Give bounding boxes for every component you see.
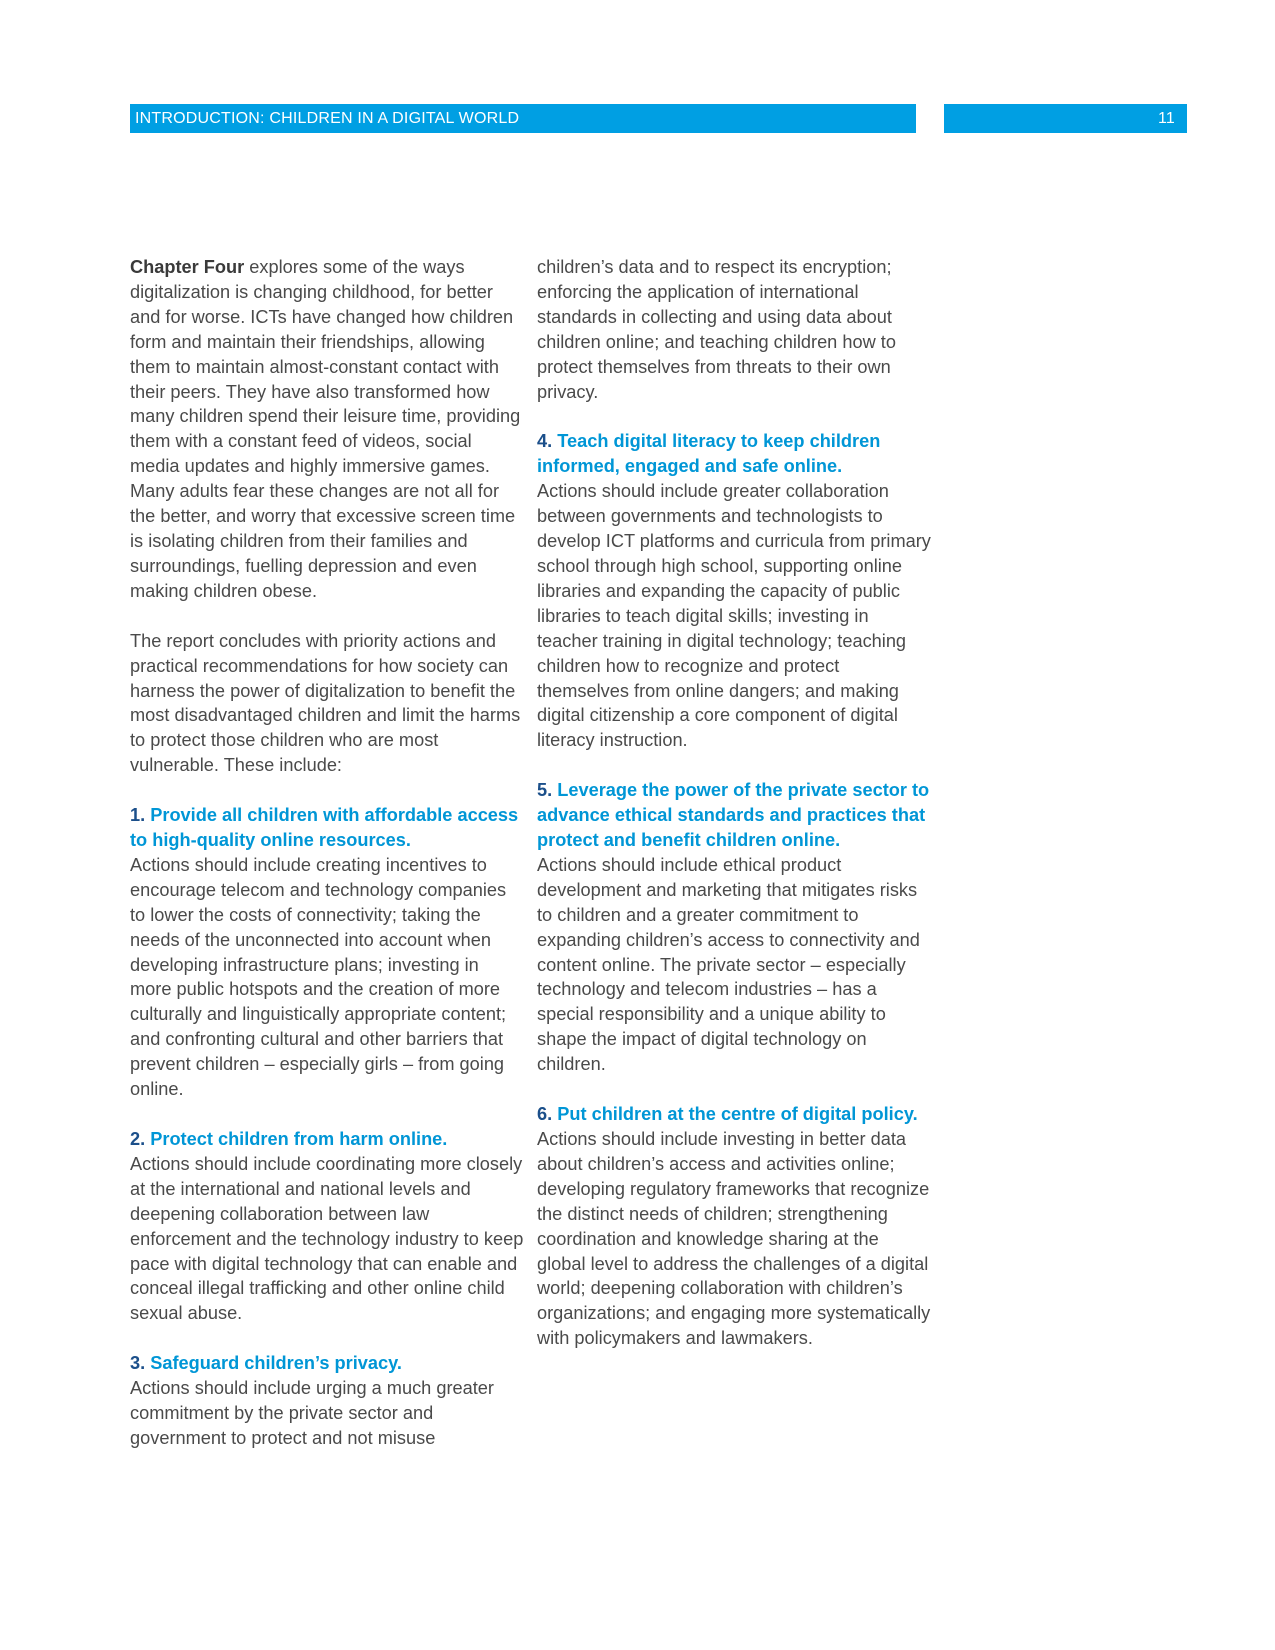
section-title: INTRODUCTION: CHILDREN IN A DIGITAL WORLD xyxy=(135,110,520,127)
recommendation-5-body: Actions should include ethical product development and marketing that mitigates risks to children and a greater commitment to expanding children’s access to connectivity and content online. The private sector – especially technology and telecom industries – has a special responsibility and a unique ability to shape the impact of digital technology on children. xyxy=(537,854,920,1075)
conclusion-paragraph: The report concludes with priority actions and practical recommendations for how society can harness the power of digitalization to benefit the most disadvantaged children and limit the harms to protect those children who are most vulnerable. These include: xyxy=(130,630,521,776)
chapter-lead: Chapter Four xyxy=(130,257,245,277)
section-header-bar xyxy=(130,104,916,133)
recommendation-number: 1. xyxy=(130,805,146,826)
recommendation-number: 6. xyxy=(537,1104,553,1125)
recommendation-1-body: Actions should include creating incentives to encourage telecom and technology companies to lower the costs of connectivity; taking the needs of the unconnected into account when developing infrastructure plans; investing in more public hotspots and the creation of more culturally and linguistically appropriate content; and confronting cultural and other barriers that prevent children – especially girls – from going online. xyxy=(130,854,507,1100)
page-number: 11 xyxy=(1157,110,1175,127)
recommendation-6-heading xyxy=(537,1102,932,1127)
recommendation-4-body: Actions should include greater collaboration between governments and technologists to develop ICT platforms and curricula from primary school through high school, supporting online libraries and expanding the capacity of public libraries to teach digital skills; investing in teacher training in digital technology; teaching children how to recognize and protect themselves from online dangers; and making digital citizenship a core component of digital literacy instruction. xyxy=(537,481,931,751)
right-column xyxy=(537,255,932,1351)
recommendation-3-body: Actions should include urging a much greater commitment by the private sector and government to protect and not misuse xyxy=(130,1378,494,1448)
intro-text: explores some of the ways digitalization is changing childhood, for better and for worse. ICTs have changed how children form and maintain their friendships, allowing them to maintain almost-constant contact with their peers. They have also transformed how many children spend their leisure time, providing them with a constant feed of videos, social media updates and highly immersive games. Many adults fear these changes are not all for the better, and worry that excessive screen time is isolating children from their families and surroundings, fuelling depression and even making children obese. xyxy=(130,257,521,601)
page-number-bar xyxy=(944,104,1187,133)
left-column xyxy=(130,255,525,1451)
recommendation-title: Put children at the centre of digital policy. xyxy=(557,1104,918,1125)
recommendation-number: 3. xyxy=(130,1353,146,1374)
recommendation-2-heading xyxy=(130,1127,525,1152)
intro-paragraph xyxy=(130,255,525,604)
recommendation-2-body: Actions should include coordinating more closely at the international and national levels and deepening collaboration between law enforcement and the technology industry to keep pace with digital technology that can enable and conceal illegal trafficking and other online child sexual abuse. xyxy=(130,1153,524,1324)
recommendation-number: 4. xyxy=(537,431,553,452)
recommendation-3-body-continued: children’s data and to respect its encryption; enforcing the application of international standards in collecting and using data about children online; and teaching children how to protect themselves from threats to their own privacy. xyxy=(537,257,896,402)
recommendation-title: Leverage the power of the private sector to advance ethical standards and practices that protect and benefit children online. xyxy=(537,780,930,851)
recommendation-4-heading xyxy=(537,429,932,479)
recommendation-5-heading xyxy=(537,778,932,853)
recommendation-title: Safeguard children’s privacy. xyxy=(150,1353,402,1374)
recommendation-number: 5. xyxy=(537,780,553,801)
recommendation-1-heading xyxy=(130,803,525,853)
recommendation-title: Protect children from harm online. xyxy=(150,1129,448,1149)
recommendation-3-heading xyxy=(130,1351,525,1376)
recommendation-6-body: Actions should include investing in better data about children’s access and activities online; developing regulatory frameworks that recognize the distinct needs of children; strengthening coordination and knowledge sharing at the global level to address the challenges of a digital world; deepening collaboration with children’s organizations; and engaging more systematically with policymakers and lawmakers. xyxy=(537,1129,931,1349)
recommendation-number: 2. xyxy=(130,1129,146,1149)
recommendation-title: Teach digital literacy to keep children informed, engaged and safe online. xyxy=(537,431,881,477)
recommendation-title: Provide all children with affordable access to high-quality online resources. xyxy=(130,805,519,851)
